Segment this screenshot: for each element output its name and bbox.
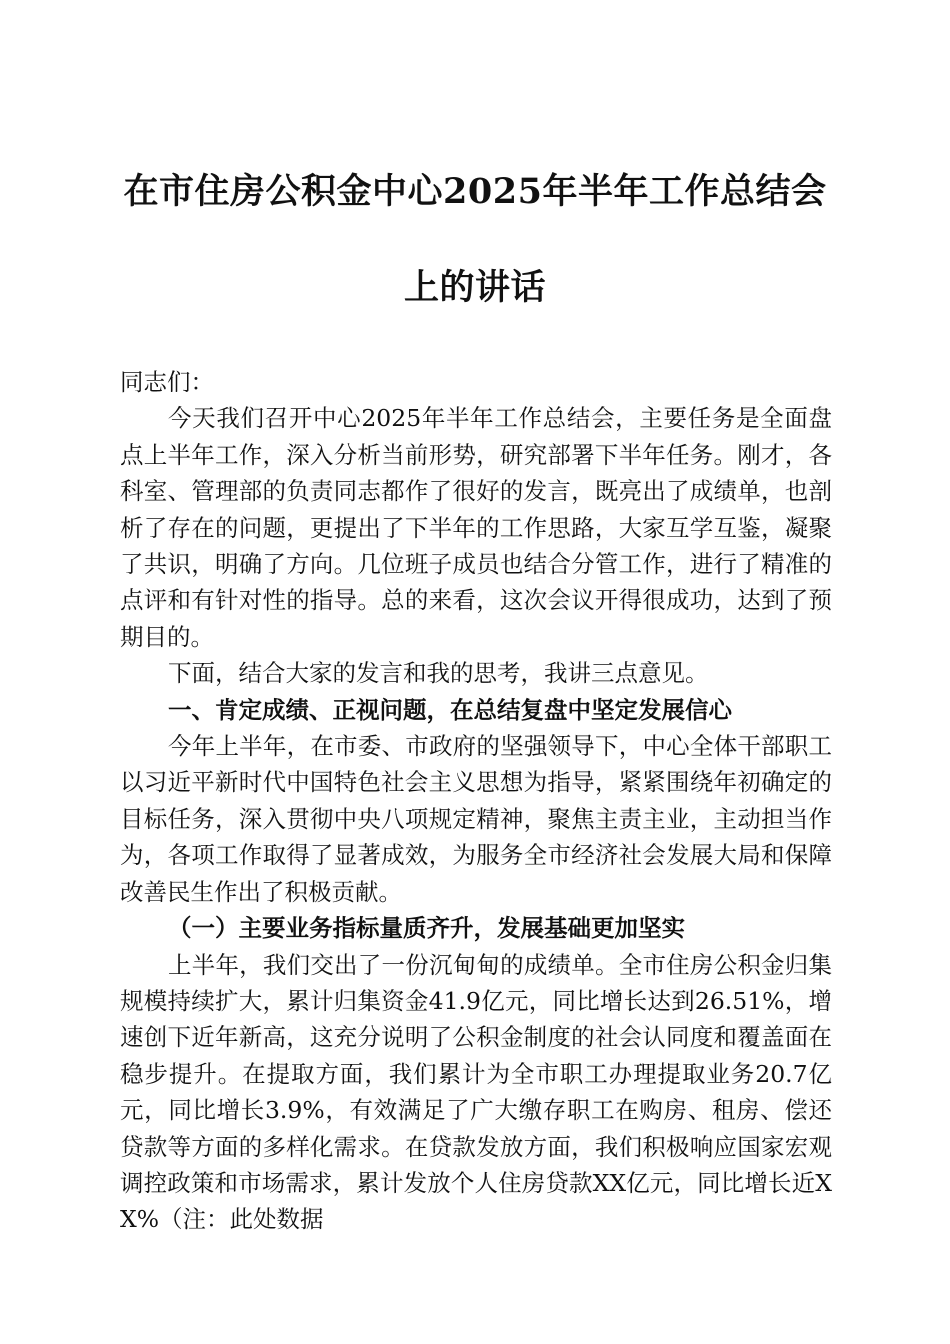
document-title-line2: 上的讲话	[403, 267, 546, 308]
subsection1-paragraph: 上半年，我们交出了一份沉甸甸的成绩单。全市住房公积金归集规模持续扩大，累计归集资金41.9亿元，同比增长达到26.51%，增速创下近年新高，这充分说明了公积金制度的社会认同度和覆盖面在稳步提升。在提取方面，我们累计为全市职工办理提取业务20.7亿元，同比增长3.9%，有效满足了广大缴存职工在购房、租房、偿还贷款等方面的多样化需求。在贷款发放方面，我们积极响应国家宏观调控政策和市场需求，累计发放个人住房贷款XX亿元，同比增长近XX%（注：此处数据	[120, 950, 832, 1234]
opening-paragraph: 今天我们召开中心2025年半年工作总结会，主要任务是全面盘点上半年工作，深入分析当前形势，研究部署下半年任务。刚才，各科室、管理部的负责同志都作了很好的发言，既亮出了成绩单，也剖析了存在的问题，更提出了下半年的工作思路，大家互学互鉴，凝聚了共识，明确了方向。几位班子成员也结合分管工作，进行了精准的点评和有针对性的指导。总的来看，这次会议开得很成功，达到了预期目的。	[120, 404, 832, 651]
subsection-heading-1: （一）主要业务指标量质齐升，发展基础更加坚实	[168, 914, 685, 943]
salutation: 同志们：	[120, 368, 214, 396]
transition-paragraph: 下面，结合大家的发言和我的思考，我讲三点意见。	[168, 659, 709, 688]
document-title-line1: 在市住房公积金中心2025年半年工作总结会	[123, 171, 827, 212]
section1-paragraph: 今年上半年，在市委、市政府的坚强领导下，中心全体干部职工以习近平新时代中国特色社会主义思想为指导，紧紧围绕年初确定的目标任务，深入贯彻中央八项规定精神，聚焦主责主业，主动担当作为，各项工作取得了显著成效，为服务全市经济社会发展大局和保障改善民生作出了积极贡献。	[120, 732, 832, 906]
section-heading-1: 一、肯定成绩、正视问题，在总结复盘中坚定发展信心	[168, 695, 732, 724]
document-body	[120, 364, 832, 1238]
